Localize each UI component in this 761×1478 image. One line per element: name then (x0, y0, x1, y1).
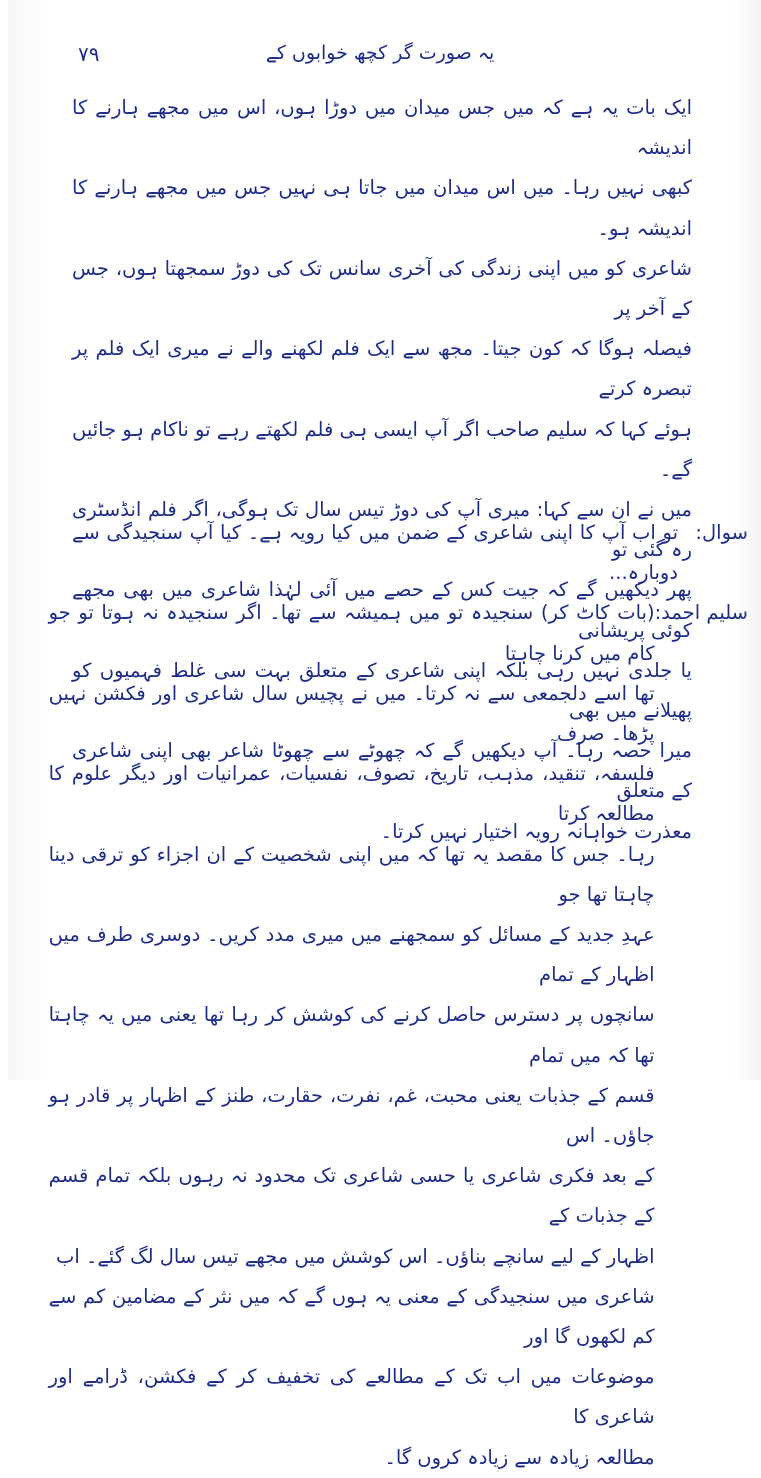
text-line: ایک بات یہ ہے کہ میں جس میدان میں دوڑا ہوں، اس میں مجھے ہارنے کا اندیشہ (72, 96, 692, 160)
text-line: فیصلہ ہوگا کہ کون جیتا۔ مجھ سے ایک فلم لکھنے والے نے میری ایک فلم پر تبصرہ کرتے (72, 337, 692, 401)
text-line: عہدِ جدید کے مسائل کو سمجھنے میں میری مدد کریں۔ دوسری طرف میں اظہار کے تمام (48, 923, 655, 987)
text-line: یا جلدی نہیں رہی بلکہ اپنی شاعری کے متعلق بہت سی غلط فہمیوں کو پھیلانے میں بھی (72, 658, 692, 723)
text-line: پھر دیکھیں گے کہ جیت کس کے حصے میں آئی لہٰذا شاعری میں بھی مجھے کوئی پریشانی (72, 578, 692, 642)
text-line: تو اب آپ کا اپنی شاعری کے ضمن میں کیا رویہ ہے۔ کیا آپ سنجیدگی سے دوبارہ... (72, 521, 678, 585)
speech-text (49, 593, 655, 1477)
text-line: ہوئے کہا کہ سلیم صاحب اگر آپ ایسی ہی فلم لکھتے رہے تو ناکام ہو جائیں گے۔ (72, 417, 692, 481)
page-number: ۷۹ (78, 42, 100, 66)
text-line: قسم کے جذبات یعنی محبت، غم، نفرت، حقارت، طنز کے اظہار پر قادر ہو جاؤں۔ اس (48, 1083, 655, 1148)
dialogue-turn-answer (48, 593, 752, 1477)
text-line: تھا اسے دلجمعی سے نہ کرتا۔ میں نے پچیس سال شاعری اور فکشن نہیں پڑھا۔ صرف (48, 681, 655, 746)
text-line: کبھی نہیں رہا۔ میں اس میدان میں جاتا ہی نہیں جس میں مجھے ہارنے کا اندیشہ ہو۔ (72, 176, 692, 240)
running-title: یہ صورت گر کچھ خوابوں کے (265, 42, 495, 64)
scan-edge-left (8, 0, 48, 1080)
interview-dialogue (48, 513, 752, 1478)
text-line: کے بعد فکری شاعری یا حسی شاعری تک محدود نہ رہوں بلکہ تمام قسم کے جذبات کے (48, 1164, 655, 1228)
text-line: میں نے ان سے کہا: میری آپ کی دوڑ تیس سال تک ہوگی، اگر فلم انڈسٹری رہ گئی تو (72, 498, 692, 562)
text-line: (بات کاٹ کر) سنجیدہ تو میں ہمیشہ سے تھا۔ اگر سنجیدہ نہ ہوتا تو جو کام میں کرنا چاہتا (48, 601, 655, 665)
dialogue-turn-question (72, 513, 752, 593)
speech-text (72, 513, 678, 593)
speaker-label: سوال: (695, 521, 748, 544)
text-line: شاعری میں سنجیدگی کے معنی یہ ہوں گے کہ میں نثر کے مضامین کم سے کم لکھوں گا اور (48, 1284, 655, 1349)
text-line: مطالعہ زیادہ سے زیادہ کروں گا۔ (384, 1445, 655, 1469)
text-line: فلسفہ، تنقید، مذہب، تاریخ، تصوف، نفسیات، عمرانیات اور دیگر علوم کا مطالعہ کرتا (48, 762, 655, 826)
text-line: اظہار کے لیے سانچے بناؤں۔ اس کوشش میں مجھے تیس سال لگ گئے۔ اب (55, 1244, 655, 1268)
text-line: رہا۔ جس کا مقصد یہ تھا کہ میں اپنی شخصیت کے ان اجزاء کو ترقی دینا چاہتا تھا جو (48, 842, 655, 906)
text-line: میرا حصہ رہا۔ آپ دیکھیں گے کہ چھوٹے سے چھوٹا شاعر بھی اپنی شاعری کے متعلق (72, 739, 692, 803)
text-line: موضوعات میں اب تک کے مطالعے کی تخفیف کر کے فکشن، ڈرامے اور شاعری کا (48, 1365, 655, 1429)
text-line: سانچوں پر دسترس حاصل کرنے کی کوشش کر رہا تھا یعنی میں یہ چاہتا تھا کہ میں تمام (48, 1003, 655, 1067)
speaker-label: سلیم احمد: (654, 601, 748, 625)
text-line: شاعری کو میں اپنی زندگی کی آخری سانس تک کی دوڑ سمجھتا ہوں، جس کے آخر پر (72, 256, 692, 321)
text-line: معذرت خواہانہ رویہ اختیار نہیں کرتا۔ (380, 819, 692, 843)
page-header (70, 42, 690, 76)
